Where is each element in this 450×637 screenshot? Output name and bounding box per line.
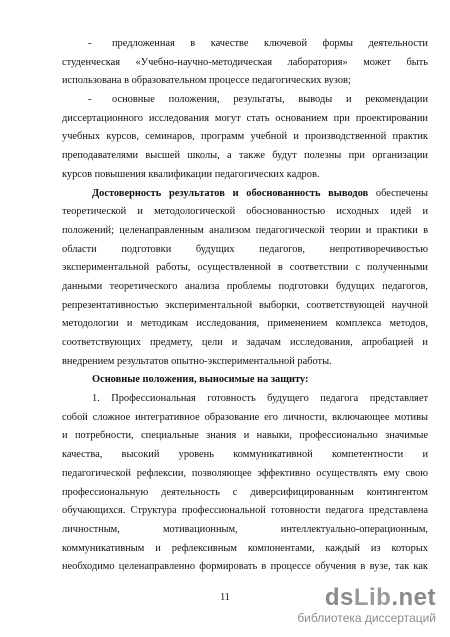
line-text: теоретической и методологической обоснованностью исходных идей и <box>62 206 428 218</box>
bold-heading: Достоверность результатов и обоснованность выводов <box>92 187 369 199</box>
text-line <box>62 222 428 241</box>
watermark <box>297 585 436 625</box>
text-line <box>62 72 428 91</box>
line-text: диссертационного исследования могут стать основанием при проектировании <box>62 112 428 124</box>
bold-heading: Основные положения, выносимые на защиту: <box>92 374 309 386</box>
line-text: методологии и методикам исследования, применением комплекса методов, <box>62 318 428 330</box>
text-line <box>62 259 428 278</box>
watermark-logo: dsLib.net <box>324 584 436 611</box>
bullet-dash: - <box>88 94 92 106</box>
bullet-text: основные положения, результаты, выводы и рекомендации <box>112 94 428 106</box>
text-line <box>62 409 428 428</box>
text-line <box>62 334 428 353</box>
text-line <box>62 371 428 390</box>
line-text: внедрением результатов опытно-экспериментальной работы. <box>62 355 332 367</box>
text-line <box>62 91 428 110</box>
text-line <box>62 35 428 54</box>
text-line <box>62 54 428 73</box>
text-line <box>62 185 428 204</box>
text-line <box>62 297 428 316</box>
line-text: репрезентативностью экспериментальной выборки, соответствующей научной <box>62 299 428 311</box>
text-line <box>62 166 428 185</box>
line-text: необходимо целенаправленно формировать в процессе обучения в вузе, так как <box>62 561 428 573</box>
text-line <box>62 540 428 559</box>
line-text: личностным, мотивационным, интеллектуально-операционным, <box>62 523 428 535</box>
line-text: собой сложное интегративное образование его личности, включающее мотивы <box>62 411 428 423</box>
line-text: профессиональную деятельность с диверсифицированным контингентом <box>62 486 428 498</box>
line-text: обеспечены <box>368 187 428 199</box>
bullet-text: предложенная в качестве ключевой формы деятельности <box>112 38 428 49</box>
text-line <box>62 278 428 297</box>
text-line <box>62 558 428 577</box>
line-text: учебных курсов, семинаров, программ учебной и производственной практик <box>62 131 428 143</box>
text-line <box>62 241 428 260</box>
line-text: обучающихся. Структура профессиональной готовности педагога представлена <box>62 505 428 517</box>
page-number: 11 <box>220 592 230 603</box>
text-line <box>62 147 428 166</box>
text-line <box>62 446 428 465</box>
line-text: педагогической рефлексии, позволяющее эффективно осуществлять ему свою <box>62 467 428 479</box>
line-text: качества, высокий уровень коммуникативной компетентности и <box>62 449 428 461</box>
line-text: студенческая «Учебно-научно-методическая лаборатория» может быть <box>62 56 428 68</box>
line-text: преподавателями высшей школы, а также будут полезны при организации <box>62 150 428 162</box>
text-line <box>62 502 428 521</box>
line-text: 1. Профессиональная готовность будущего педагога представляет <box>92 393 428 405</box>
text-line <box>62 521 428 540</box>
text-line <box>62 110 428 129</box>
text-line <box>62 353 428 372</box>
text-line <box>62 465 428 484</box>
line-text: соответствующих предмету, цели и задачам исследования, апробацией и <box>62 337 428 348</box>
text-line <box>62 315 428 334</box>
watermark-tagline: библиотека диссертаций <box>297 611 436 625</box>
text-line <box>62 128 428 147</box>
text-line <box>62 390 428 409</box>
line-text: данными теоретического анализа проблемы подготовки будущих педагогов, <box>62 280 428 292</box>
line-text: экспериментальной работы, осуществленной в соответствии с полученными <box>62 262 428 274</box>
bullet-dash: - <box>88 38 92 49</box>
line-text: и потребности, специальные знания и навыки, профессионально значимые <box>62 430 428 442</box>
text-line <box>62 484 428 503</box>
line-text: коммуникативным и рефлексивным компонентами, каждый из которых <box>62 542 428 554</box>
line-text: использована в образовательном процессе педагогических вузов; <box>62 75 351 87</box>
text-line <box>62 203 428 222</box>
document-body <box>62 35 428 577</box>
line-text: положений; целенаправленным анализом педагогической теории и практики в <box>62 224 428 236</box>
text-line <box>62 427 428 446</box>
line-text: области подготовки будущих педагогов, непротиворечивостью <box>62 243 428 255</box>
line-text: курсов повышения квалификации педагогических кадров. <box>62 168 320 180</box>
